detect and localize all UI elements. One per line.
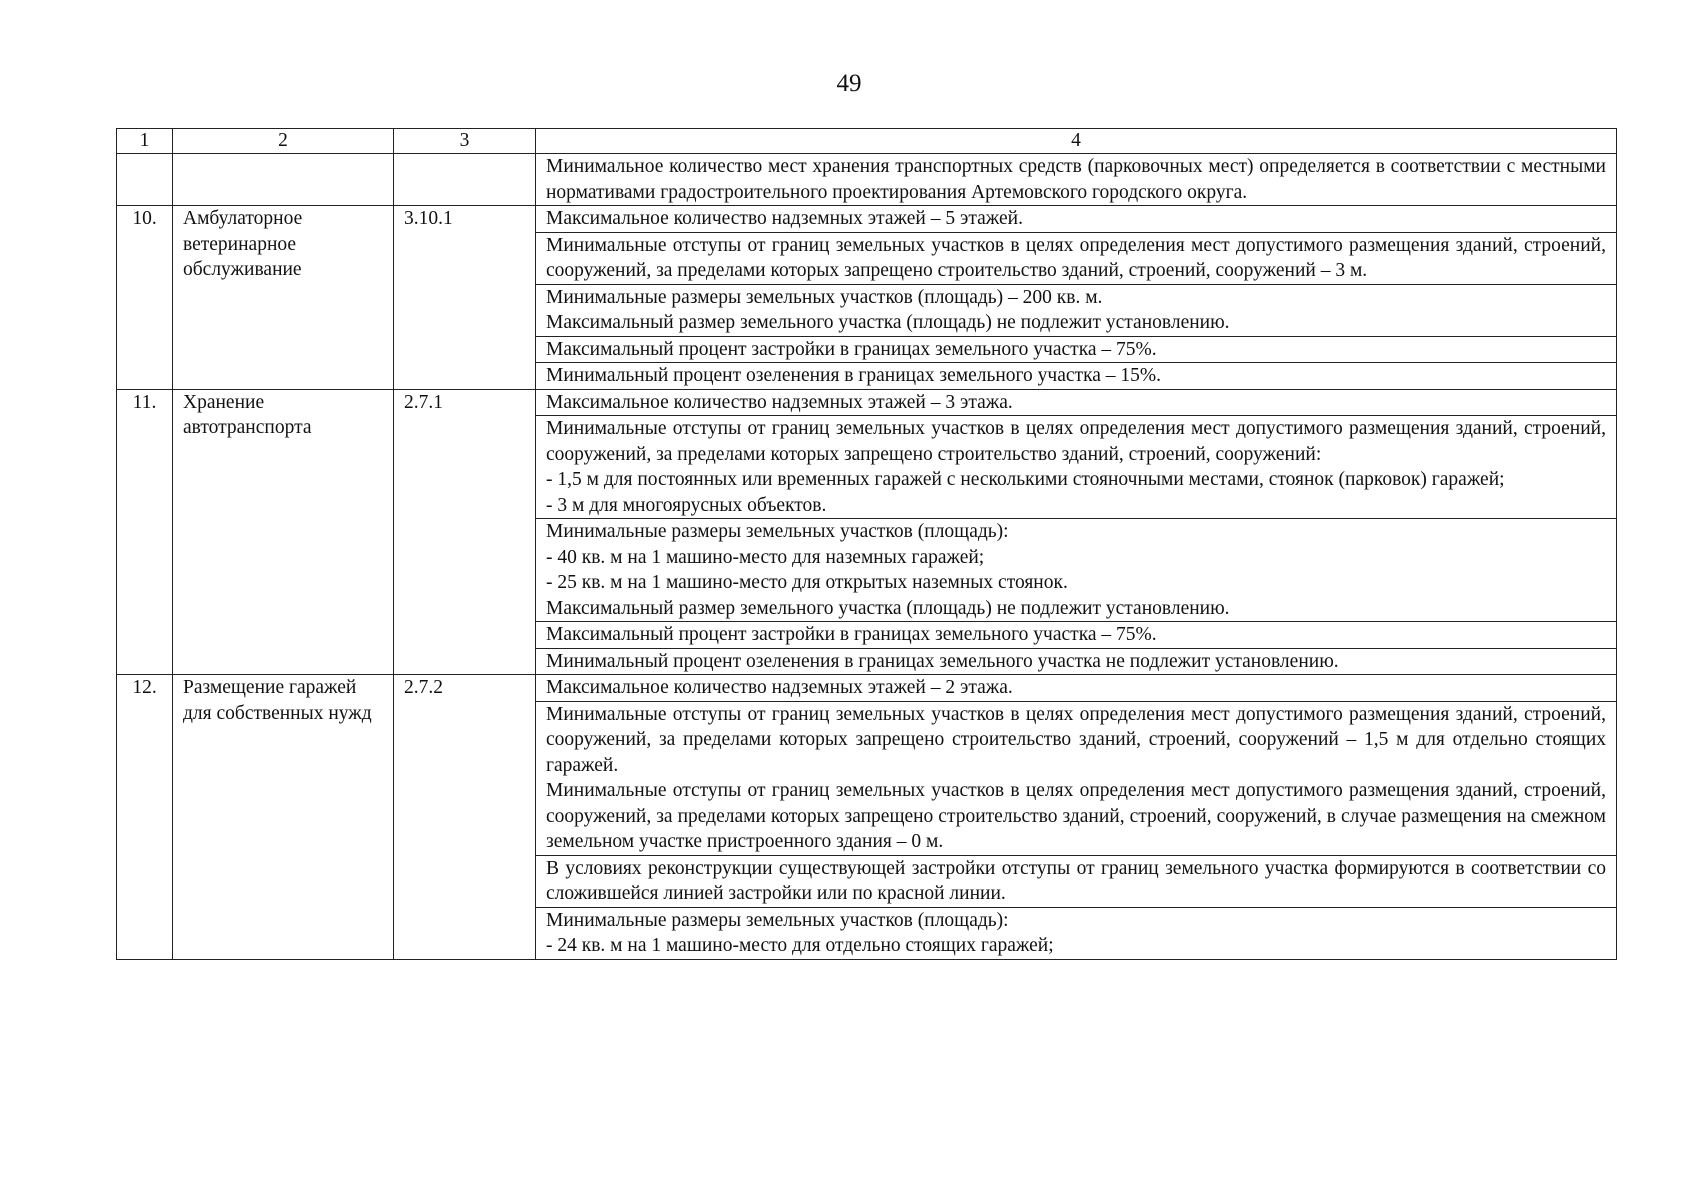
use-name: Хранение автотранспорта bbox=[173, 389, 394, 675]
use-code: 2.7.2 bbox=[394, 675, 536, 960]
use-name: Амбулаторное ветеринарное обслуживание bbox=[173, 206, 394, 390]
param-min-setbacks bbox=[536, 416, 1617, 519]
param-setbacks-intro: Минимальные отступы от границ земельных участков в целях определения мест допустимого размещения зданий, строений, сооружений, за пределами которых запрещено строительство зданий, строений, сооружений: bbox=[546, 418, 1606, 465]
table-row-continued bbox=[117, 154, 1617, 206]
param-min-plot-size: Минимальные размеры земельных участков (площадь): bbox=[546, 909, 1009, 931]
param-min-greening: Минимальный процент озеленения в границах земельного участка – 15%. bbox=[536, 363, 1617, 390]
regulations-table bbox=[116, 128, 1617, 960]
param-min-plot-size: Минимальные размеры земельных участков (площадь) – 200 кв. м. bbox=[546, 286, 1103, 308]
row-number: 11. bbox=[117, 389, 173, 675]
param-plot-size bbox=[536, 284, 1617, 336]
param-setbacks-detached: Минимальные отступы от границ земельных участков в целях определения мест допустимого размещения зданий, строений, сооружений, за пределами которых запрещено строительство зданий, строений, сооружений – 1,5 м для отдельно стоящих гаражей. bbox=[546, 703, 1606, 776]
param-plot-size-detached-garages: - 24 кв. м на 1 машино-место для отдельно стоящих гаражей; bbox=[546, 935, 1054, 956]
page-number: 49 bbox=[836, 70, 862, 97]
row-number-cell bbox=[117, 154, 173, 206]
param-min-greening: Минимальный процент озеленения в границах земельного участка не подлежит установлению. bbox=[536, 648, 1617, 675]
param-min-setbacks bbox=[536, 701, 1617, 855]
param-setbacks-multilevel: - 3 м для многоярусных объектов. bbox=[546, 494, 827, 516]
param-plot-size bbox=[536, 907, 1617, 959]
param-max-plot-size: Максимальный размер земельного участка (площадь) не подлежит установлению. bbox=[546, 597, 1230, 619]
header-col-4: 4 bbox=[536, 129, 1617, 154]
table-row-12 bbox=[117, 675, 1617, 702]
row-number: 12. bbox=[117, 675, 173, 960]
param-plot-size-open-parking: - 25 кв. м на 1 машино-место для открытых наземных стоянок. bbox=[546, 572, 1068, 593]
param-max-plot-size: Максимальный размер земельного участка (площадь) не подлежит установлению. bbox=[546, 312, 1230, 333]
param-plot-size bbox=[536, 519, 1617, 622]
param-setbacks-garages: - 1,5 м для постоянных или временных гаражей с несколькими стояночными местами, стоянок (парковок) гаражей; bbox=[546, 469, 1505, 490]
table-header-row bbox=[117, 129, 1617, 154]
param-min-setbacks: Минимальные отступы от границ земельных участков в целях определения мест допустимого размещения зданий, строений, сооружений, за пределами которых запрещено строительство зданий, строений, сооружений – 3 м. bbox=[536, 232, 1617, 284]
use-code-cell bbox=[394, 154, 536, 206]
use-name: Размещение гаражей для собственных нужд bbox=[173, 675, 394, 960]
header-col-1: 1 bbox=[117, 129, 173, 154]
header-col-3: 3 bbox=[394, 129, 536, 154]
param-parking-spaces: Минимальное количество мест хранения транспортных средств (парковочных мест) определяется в соответствии с местными нормативами градостроительного проектирования Артемовского городского округа. bbox=[536, 154, 1617, 206]
param-max-coverage: Максимальный процент застройки в границах земельного участка – 75%. bbox=[536, 622, 1617, 649]
param-plot-size-ground-garages: - 40 кв. м на 1 машино-место для наземных гаражей; bbox=[546, 546, 985, 568]
param-max-floors: Максимальное количество надземных этажей – 5 этажей. bbox=[536, 206, 1617, 233]
param-reconstruction-setbacks: В условиях реконструкции существующей застройки отступы от границ земельного участка формируются в соответствии со сложившейся линией застройки или по красной линии. bbox=[536, 855, 1617, 907]
table-row-11 bbox=[117, 389, 1617, 416]
param-max-floors: Максимальное количество надземных этажей – 2 этажа. bbox=[536, 675, 1617, 702]
param-max-coverage: Максимальный процент застройки в границах земельного участка – 75%. bbox=[536, 336, 1617, 363]
header-col-2: 2 bbox=[173, 129, 394, 154]
table-row-10 bbox=[117, 206, 1617, 233]
use-code: 2.7.1 bbox=[394, 389, 536, 675]
param-max-floors: Максимальное количество надземных этажей – 3 этажа. bbox=[536, 389, 1617, 416]
row-number: 10. bbox=[117, 206, 173, 390]
use-code: 3.10.1 bbox=[394, 206, 536, 390]
param-setbacks-attached: Минимальные отступы от границ земельных участков в целях определения мест допустимого размещения зданий, строений, сооружений, за пределами которых запрещено строительство зданий, строений, сооружений, в случае размещения на смежном земельном участке пристроенного здания – 0 м. bbox=[546, 780, 1606, 852]
use-name-cell bbox=[173, 154, 394, 206]
param-min-plot-size: Минимальные размеры земельных участков (площадь): bbox=[546, 521, 1009, 542]
